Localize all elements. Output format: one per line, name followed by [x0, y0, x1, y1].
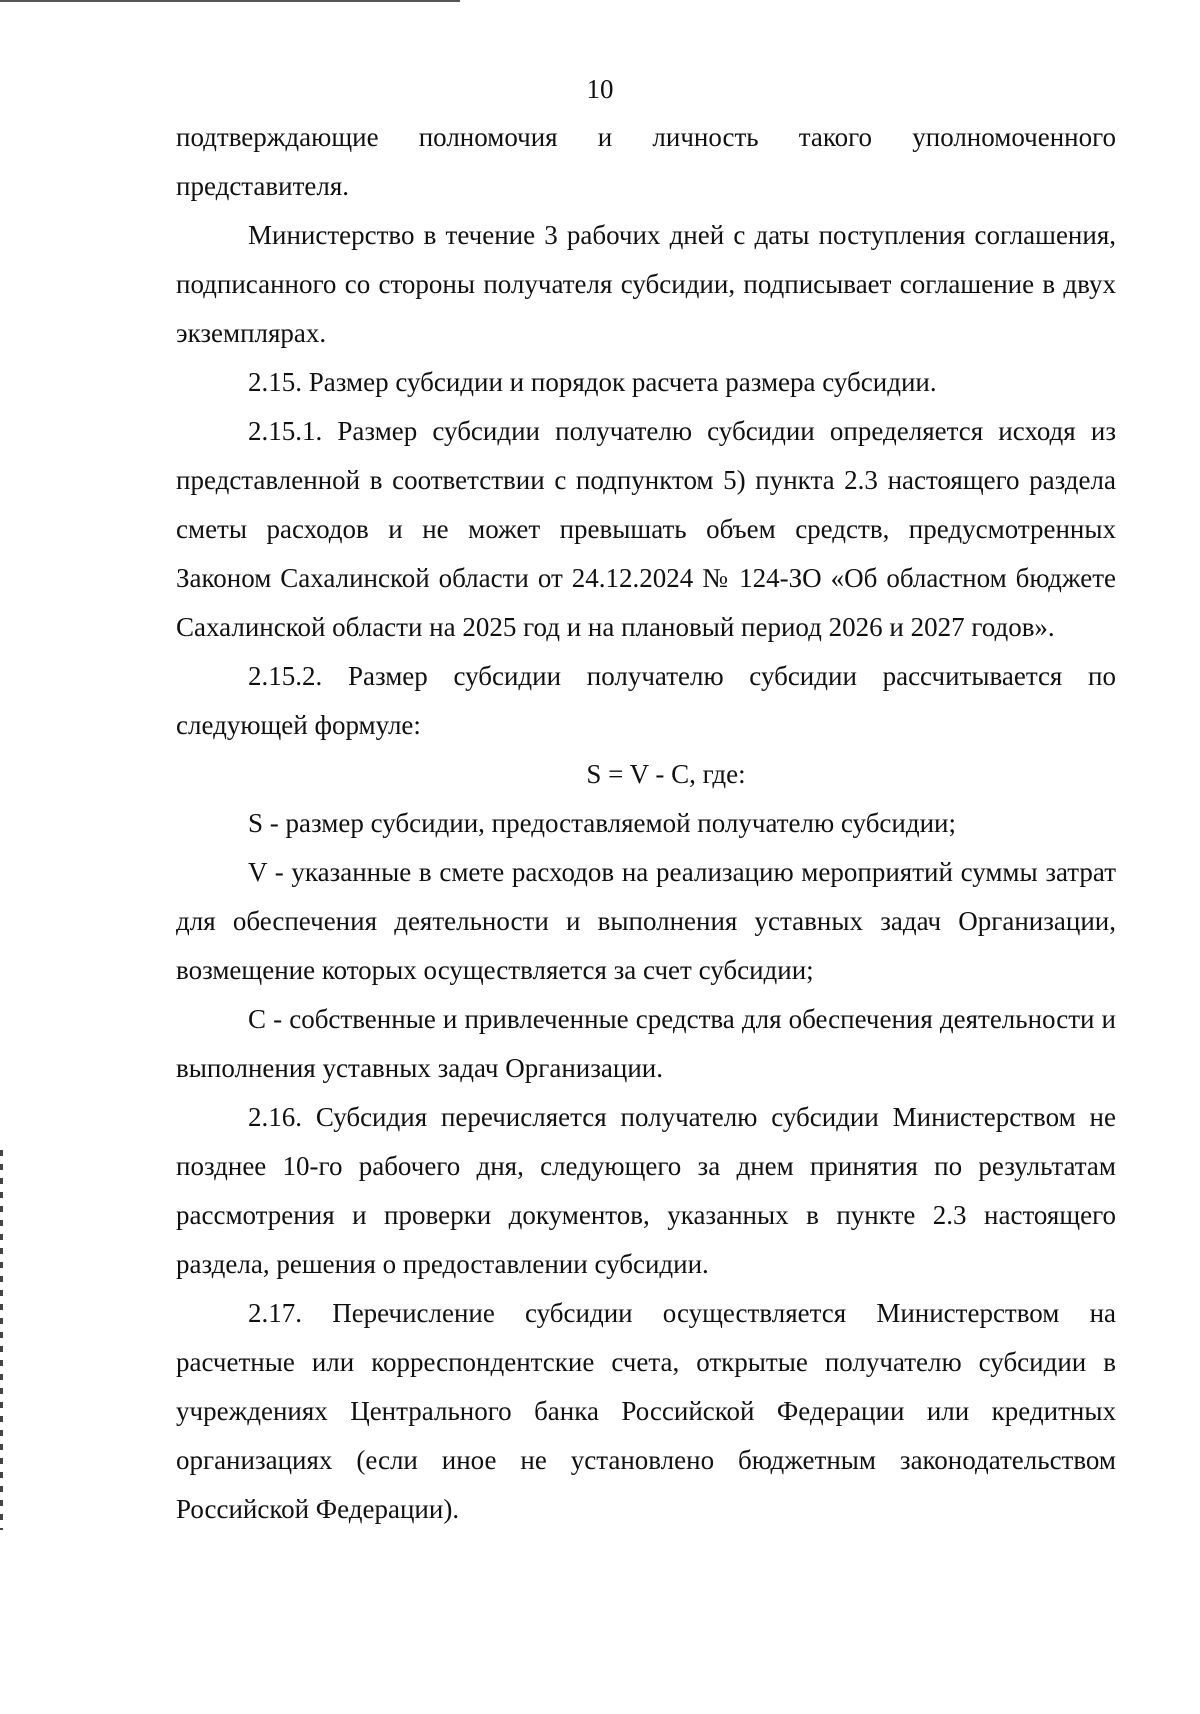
paragraph-definition-s: S - размер субсидии, предоставляемой получателю субсидии; [248, 808, 956, 838]
paragraph-2-15-2: 2.15.2. Размер субсидии получателю субсидии рассчитывается по следующей формуле: [176, 661, 1116, 740]
paragraph-ministry-signing: Министерство в течение 3 рабочих дней с даты поступления соглашения, подписанного со стороны получателя субсидии, подписывает соглашение в двух экземплярах. [176, 220, 1116, 348]
paragraph-definition-v: V - указанные в смете расходов на реализацию мероприятий суммы затрат для обеспечения деятельности и выполнения уставных задач Организации, возмещение которых осуществляется за счет субсидии; [176, 857, 1116, 985]
paragraph-definition-c: C - собственные и привлеченные средства для обеспечения деятельности и выполнения уставных задач Организации. [176, 1004, 1116, 1083]
formula: S = V - C, где: [586, 759, 746, 789]
paragraph-2-15-heading: 2.15. Размер субсидии и порядок расчета размера субсидии. [248, 367, 937, 397]
paragraph-2-16: 2.16. Субсидия перечисляется получателю субсидии Министерством не позднее 10-го рабочего дня, следующего за днем принятия по результатам рассмотрения и проверки документов, указанных в пункте 2.3 настоящего раздела, решения о предоставлении субсидии. [176, 1102, 1116, 1279]
top-border-line [0, 0, 460, 2]
scan-edge-artifact [0, 1150, 3, 1530]
paragraph-2-17: 2.17. Перечисление субсидии осуществляется Министерством на расчетные или корреспондентские счета, открытые получателю субсидии в учреждениях Центрального банка Российской Федерации или кредитных организациях (если иное не установлено бюджетным законодательством Российской Федерации). [176, 1298, 1116, 1524]
paragraph-continuation: подтверждающие полномочия и личность такого уполномоченного представителя. [176, 122, 1116, 201]
document-body [176, 113, 1116, 1534]
paragraph-2-15-1: 2.15.1. Размер субсидии получателю субсидии определяется исходя из представленной в соответствии с подпунктом 5) пункта 2.3 настоящего раздела сметы расходов и не может превышать объем средств, предусмотренных Законом Сахалинской области от 24.12.2024 № 124-ЗО «Об областном бюджете Сахалинской области на 2025 год и на плановый период 2026 и 2027 годов». [176, 416, 1116, 642]
page-number: 10 [586, 74, 614, 104]
